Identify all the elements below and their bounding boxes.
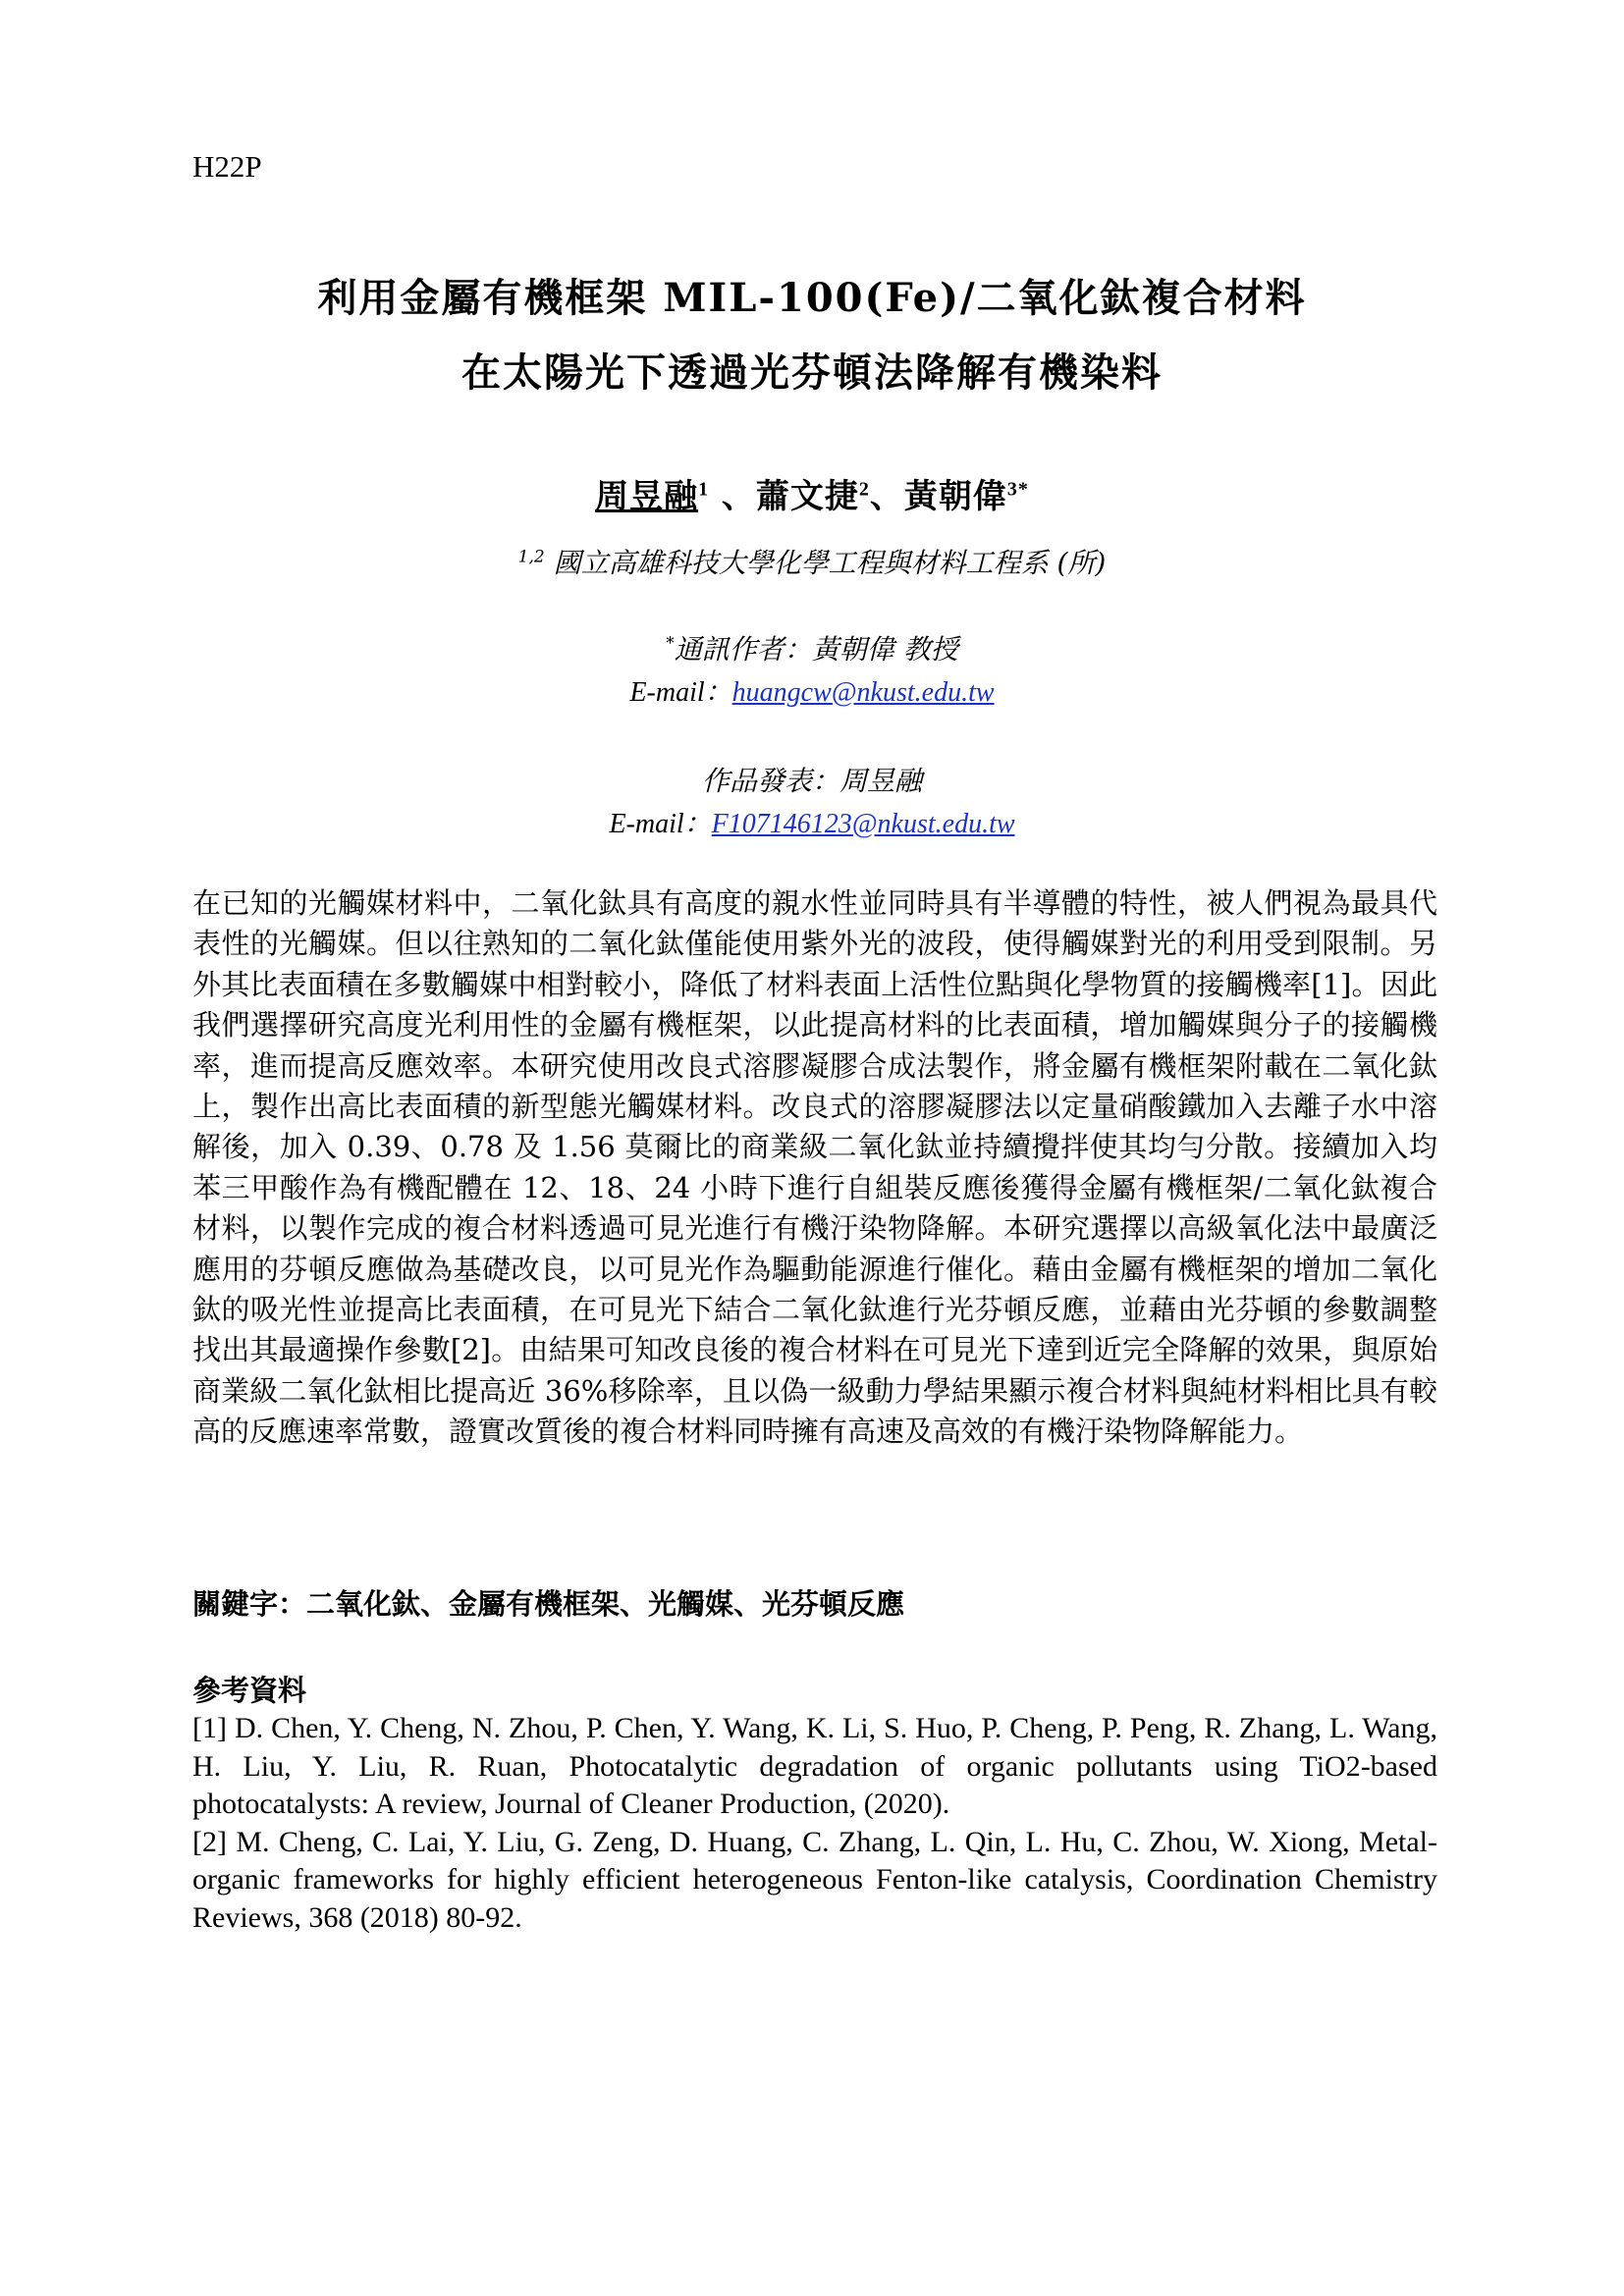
corresponding-author — [196, 628, 1428, 667]
reference-item-2: [2] M. Cheng, C. Lai, Y. Liu, G. Zeng, D. Huang, C. Zhang, L. Qin, L. Hu, C. Zhou, W. Xiong, Metal-organic frameworks for highly efficient heterogeneous Fenton-like catalysis, Coordination Chemistry Reviews, 368 (2018) 80-92. — [192, 1825, 1437, 1934]
corresponding-email-line — [196, 670, 1428, 710]
corresponding-label: 通訊作者：黃朝偉 教授 — [674, 633, 958, 666]
reference-item-1: [1] D. Chen, Y. Cheng, N. Zhou, P. Chen, Y. Wang, K. Li, S. Huo, P. Cheng, P. Peng, R. Zhang, L. Wang, H. Liu, Y. Liu, R. Ruan, Photocatalytic degradation of organic pollutants using TiO2-based photocatalysts: A review, Journal of Cleaner Production, (2020). — [192, 1712, 1437, 1820]
keywords: 關鍵字：二氧化鈦、金屬有機框架、光觸媒、光芬頓反應 — [192, 1587, 905, 1621]
affiliation — [196, 542, 1428, 581]
author-separator-2: 、 — [869, 477, 904, 516]
author-separator-1: 、 — [721, 477, 756, 516]
presenter-email-link[interactable]: F107146123@nkust.edu.tw — [711, 809, 1015, 839]
author-2-sup: 2 — [858, 478, 870, 501]
paper-code: H22P — [192, 149, 262, 184]
corresponding-sup: * — [666, 633, 675, 654]
author-3: 黃朝偉 — [903, 477, 1007, 516]
corresponding-email-link[interactable]: huangcw@nkust.edu.tw — [731, 677, 995, 708]
title-line-1: 利用金屬有機框架 MIL-100(Fe)/二氧化鈦複合材料 — [317, 275, 1307, 321]
author-3-sup: 3* — [1006, 478, 1029, 501]
abstract: 在已知的光觸媒材料中，二氧化鈦具有高度的親水性並同時具有半導體的特性，被人們視為最具代表性的光觸媒。但以往熟知的二氧化鈦僅能使用紫外光的波段，使得觸媒對光的利用受到限制。另外其比表面積在多數觸媒中相對較小，降低了材料表面上活性位點與化學物質的接觸機率[1]。因此我們選擇研究高度光利用性的金屬有機框架，以此提高材料的比表面積，增加觸媒與分子的接觸機率，進而提高反應效率。本研究使用改良式溶膠凝膠合成法製作，將金屬有機框架附載在二氧化鈦上，製作出高比表面積的新型態光觸媒材料。改良式的溶膠凝膠法以定量硝酸鐵加入去離子水中溶解後，加入 0.39、0.78 及 1.56 莫爾比的商業級二氧化鈦並持續攪拌使其均勻分散。接續加入均苯三甲酸作為有機配體在 12、18、24 小時下進行自組裝反應後獲得金屬有機框架/二氧化鈦複合材料，以製作完成的複合材料透過可見光進行有機汙染物降解。本研究選擇以高級氧化法中最廣泛應用的芬頓反應做為基礎改良，以可見光作為驅動能源進行催化。藉由金屬有機框架的增加二氧化鈦的吸光性並提高比表面積，在可見光下結合二氧化鈦進行光芬頓反應，並藉由光芬頓的參數調整找出其最適操作參數[2]。由結果可知改良後的複合材料在可見光下達到近完全降解的效果，與原始商業級二氧化鈦相比提高近 36%移除率，且以偽一級動力學結果顯示複合材料與純材料相比具有較高的反應速率常數，證實改質後的複合材料同時擁有高速及高效的有機汙染物降解能力。 — [192, 886, 1437, 1449]
presenter-label: 作品發表：周昱融 — [701, 765, 922, 797]
presenter — [196, 760, 1428, 799]
author-list — [196, 469, 1428, 517]
affiliation-text: 國立高雄科技大學化學工程與材料工程系 (所) — [553, 547, 1107, 579]
title-line-2: 在太陽光下透過光芬頓法降解有機染料 — [461, 349, 1163, 396]
author-1: 周昱融 — [595, 477, 699, 516]
reference-list — [192, 1710, 1437, 1937]
references-heading: 參考資料 — [192, 1674, 307, 1707]
affiliation-sup: 1,2 — [517, 547, 545, 567]
author-2: 蕭文捷 — [755, 477, 859, 516]
author-1-sup: 1 — [698, 478, 710, 501]
presenter-email-line — [196, 802, 1428, 841]
presenter-email-label: E-mail： — [609, 809, 712, 839]
corresponding-email-label: E-mail： — [629, 677, 732, 708]
